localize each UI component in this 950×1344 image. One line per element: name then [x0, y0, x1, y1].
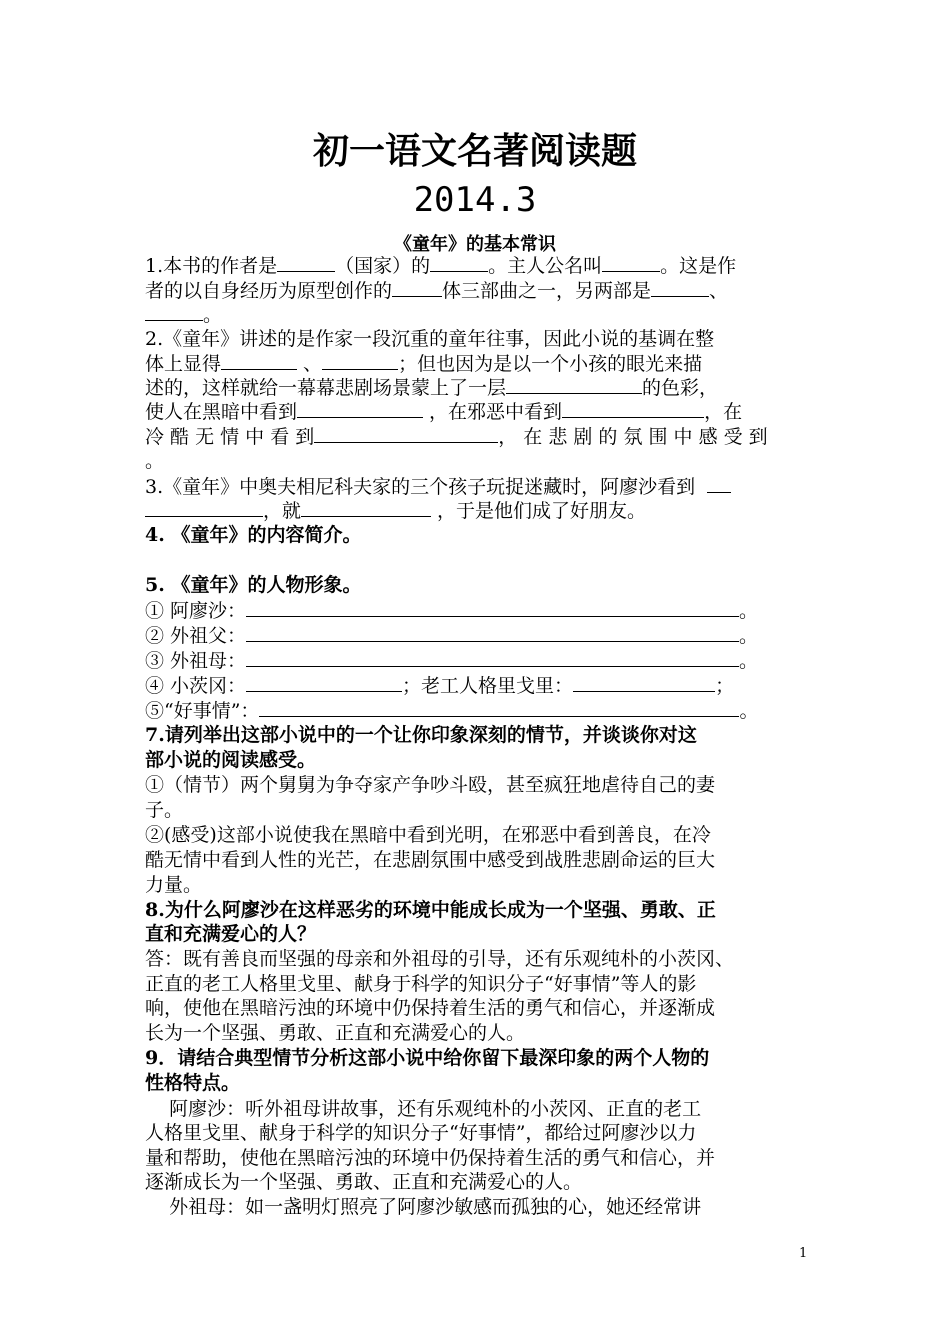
text: ，在	[704, 401, 743, 423]
blank	[259, 698, 739, 717]
q7-title-2: 部小说的阅读感受。	[145, 749, 317, 771]
q2-line-1: 2.《童年》讲述的是作家一段沉重的童年往事，因此小说的基调在整	[145, 328, 715, 350]
q5-item-5	[145, 698, 758, 724]
q3-line-2	[145, 498, 646, 524]
text: 。	[739, 700, 759, 722]
text: 冷 酷 无 情 中 看 到	[145, 426, 315, 448]
q9-answer-line: 阿廖沙：听外祖母讲故事，还有乐观纯朴的小茨冈、正直的老工	[145, 1098, 702, 1120]
blank	[602, 253, 660, 272]
blank	[506, 375, 642, 394]
q7-answer-line: ①（情节）两个舅舅为争夺家产争吵斗殴，甚至疯狂地虐待自己的妻	[145, 774, 716, 796]
text: ；但也因为是以一个小孩的眼光来描	[398, 353, 703, 375]
q2-line-4	[145, 399, 742, 425]
page-number: 1	[799, 1246, 808, 1261]
text: 。主人公名叫	[488, 255, 603, 277]
blank	[322, 351, 398, 370]
text: ，就	[263, 500, 302, 522]
q2-line-5	[145, 424, 768, 450]
text: 。	[739, 625, 759, 647]
text: 。	[203, 304, 223, 326]
q3-line-1	[145, 474, 731, 500]
q9-answer-line: 量和帮助，使他在黑暗污浊的环境中仍保持着生活的勇气和信心，并	[145, 1147, 716, 1169]
q2-line-3	[145, 375, 718, 401]
q5-title: 5. 《童年》的人物形象。	[145, 574, 362, 596]
text: 、	[709, 280, 729, 302]
text: 体上显得	[145, 353, 222, 375]
text: 使人在黑暗中看到	[145, 401, 298, 423]
blank	[301, 498, 431, 517]
blank	[246, 648, 739, 667]
q8-answer-line: 答：既有善良而坚强的母亲和外祖母的引导，还有乐观纯朴的小茨冈、	[145, 948, 735, 970]
page-title: 初一语文名著阅读题	[312, 130, 637, 172]
blank	[221, 351, 297, 370]
text: 述的，这样就给一幕幕悲剧场景蒙上了一层	[145, 377, 507, 399]
blank	[246, 623, 739, 642]
text: ⑤“好事情”：	[145, 700, 260, 722]
q5-item-2	[145, 623, 758, 649]
blank	[297, 399, 423, 418]
blank	[573, 673, 715, 692]
q7-answer-line: 力量。	[145, 874, 203, 896]
q4-title: 4. 《童年》的内容简介。	[145, 524, 362, 546]
text: ，于是他们成了好朋友。	[431, 500, 647, 522]
blank	[392, 278, 442, 297]
blank	[562, 399, 704, 418]
q2-line-2	[145, 351, 702, 377]
blank	[314, 424, 498, 443]
q9-answer-line: 外祖母：如一盏明灯照亮了阿廖沙敏感而孤独的心，她还经常讲	[145, 1196, 702, 1218]
blank	[246, 673, 402, 692]
blank	[651, 278, 709, 297]
blank	[707, 474, 731, 493]
text: 体三部曲之一，另两部是	[442, 280, 652, 302]
q8-title-1: 8.为什么阿廖沙在这样恶劣的环境中能成长成为一个坚强、勇敢、正	[145, 899, 716, 921]
q9-title-2: 性格特点。	[145, 1072, 241, 1094]
text: 的色彩，	[642, 377, 719, 399]
text: ① 阿廖沙：	[145, 600, 247, 622]
q7-answer-line: 酷无情中看到人性的光芒，在悲剧氛围中感受到战胜悲剧命运的巨大	[145, 849, 716, 871]
text: ，在邪恶中看到	[423, 401, 563, 423]
text: 1.本书的作者是	[145, 255, 278, 277]
q8-answer-line: 长为一个坚强、勇敢、正直和充满爱心的人。	[145, 1022, 526, 1044]
q8-answer-line: 正直的老工人格里戈里、献身于科学的知识分子“好事情”等人的影	[145, 973, 697, 995]
text: ② 外祖父：	[145, 625, 247, 647]
text: ；	[715, 675, 735, 697]
q7-answer-line: ②(感受)这部小说使我在黑暗中看到光明，在邪恶中看到善良，在冷	[145, 824, 711, 846]
text: 3.《童年》中奥夫相尼科夫家的三个孩子玩捉迷藏时，阿廖沙看到	[145, 476, 696, 498]
q9-title-1: 9．请结合典型情节分析这部小说中给你留下最深印象的两个人物的	[145, 1047, 710, 1069]
text: ④ 小茨冈：	[145, 675, 247, 697]
q8-answer-line: 响，使他在黑暗污浊的环境中仍保持着生活的勇气和信心，并逐渐成	[145, 997, 716, 1019]
blank	[430, 253, 488, 272]
q7-title-1: 7.请列举出这部小说中的一个让你印象深刻的情节，并谈谈你对这	[145, 724, 697, 746]
text: ③ 外祖母：	[145, 650, 247, 672]
text: 。	[739, 600, 759, 622]
text: （国家）的	[335, 255, 431, 277]
q1-line-1	[145, 253, 736, 279]
q8-title-2: 直和充满爱心的人？	[145, 923, 317, 945]
section-title: 《童年》的基本常识	[394, 234, 556, 255]
text: 。	[739, 650, 759, 672]
q5-item-3	[145, 648, 758, 674]
text: ， 在 悲 剧 的 氛 围 中 感 受 到	[498, 426, 768, 448]
q9-answer-line: 逐渐成长为一个坚强、勇敢、正直和充满爱心的人。	[145, 1171, 583, 1193]
blank	[246, 598, 739, 617]
text: 。这是作	[660, 255, 737, 277]
blank	[145, 302, 203, 321]
blank	[277, 253, 335, 272]
q2-line-6: 。	[145, 450, 165, 472]
q7-answer-line: 子。	[145, 799, 184, 821]
blank	[145, 498, 263, 517]
text: 者的以自身经历为原型创作的	[145, 280, 393, 302]
q1-line-2	[145, 278, 728, 304]
q9-answer-line: 人格里戈里、献身于科学的知识分子“好事情”，都给过阿廖沙以力	[145, 1122, 697, 1144]
q5-item-1	[145, 598, 758, 624]
q5-item-4	[145, 673, 734, 699]
text: ；老工人格里戈里：	[402, 675, 574, 697]
text: 、	[297, 353, 323, 375]
date: 2014.3	[413, 180, 537, 220]
q1-line-3	[145, 302, 222, 328]
